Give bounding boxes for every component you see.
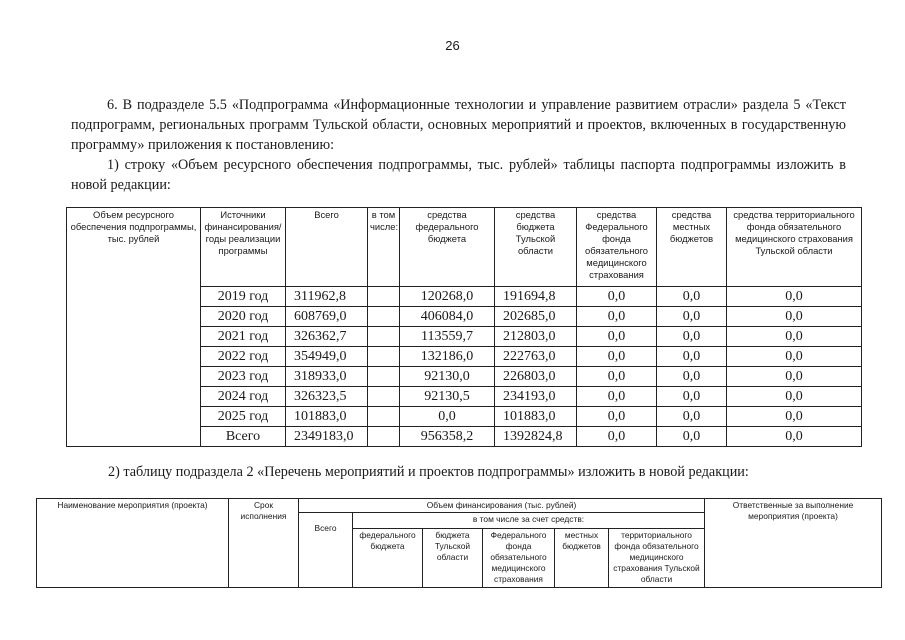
measures-table — [36, 498, 882, 588]
federal-cell: 120268,0 — [400, 287, 495, 307]
federal-cell: 956358,2 — [400, 427, 495, 447]
resource-table — [66, 207, 862, 447]
total-cell: 318933,0 — [286, 367, 368, 387]
total-cell: 354949,0 — [286, 347, 368, 367]
including-cell — [368, 347, 400, 367]
col-federal: средства федерального бюджета — [400, 208, 495, 287]
tfoms-cell: 0,0 — [727, 307, 862, 327]
tfoms-cell: 0,0 — [727, 427, 862, 447]
local-cell: 0,0 — [657, 347, 727, 367]
local-cell: 0,0 — [657, 307, 727, 327]
col-total: Всего — [286, 208, 368, 287]
ffoms-cell: 0,0 — [577, 387, 657, 407]
term-header: Срок исполнения — [229, 499, 299, 588]
total-cell: 311962,8 — [286, 287, 368, 307]
including-cell — [368, 387, 400, 407]
local-header: местных бюджетов — [555, 529, 609, 588]
tfoms-cell: 0,0 — [727, 407, 862, 427]
including-cell — [368, 407, 400, 427]
regional-cell: 101883,0 — [495, 407, 577, 427]
local-cell: 0,0 — [657, 427, 727, 447]
federal-cell: 406084,0 — [400, 307, 495, 327]
page-number: 26 — [445, 38, 460, 53]
paragraph-section-6: 6. В подразделе 5.5 «Подпрограмма «Информационные технологии и управление развитием отрасли» раздела 5 «Текст подпрограмм, региональных программ Тульской области, основных мероприятий и проектов, включенных в государственную программу» приложения к постановлению: — [71, 97, 846, 153]
tfoms-cell: 0,0 — [727, 327, 862, 347]
col-local: средства местных бюджетов — [657, 208, 727, 287]
regional-header: бюджета Тульской области — [423, 529, 483, 588]
total-header: Всего — [299, 513, 353, 588]
col-regional: средства бюджета Тульской области — [495, 208, 577, 287]
total-cell: 326362,7 — [286, 327, 368, 347]
regional-cell: 191694,8 — [495, 287, 577, 307]
responsible-header: Ответственные за выполнение мероприятия (проекта) — [705, 499, 882, 588]
paragraph-item-1: 1) строку «Объем ресурсного обеспечения подпрограммы, тыс. рублей» таблицы паспорта подпрограммы изложить в новой редакции: — [71, 157, 846, 193]
paragraph-item-2: 2) таблицу подраздела 2 «Перечень мероприятий и проектов подпрограммы» изложить в новой редакции: — [108, 464, 749, 480]
funding-header: Объем финансирования (тыс. рублей) — [299, 499, 705, 513]
federal-cell: 92130,0 — [400, 367, 495, 387]
local-cell: 0,0 — [657, 387, 727, 407]
col-tfoms: средства территориального фонда обязательного медицинского страхования Тульской области — [727, 208, 862, 287]
total-cell: 2349183,0 — [286, 427, 368, 447]
local-cell: 0,0 — [657, 367, 727, 387]
tfoms-header: территориального фонда обязательного медицинского страхования Тульской области — [609, 529, 705, 588]
regional-cell: 226803,0 — [495, 367, 577, 387]
ffoms-cell: 0,0 — [577, 287, 657, 307]
regional-cell: 1392824,8 — [495, 427, 577, 447]
federal-cell: 113559,7 — [400, 327, 495, 347]
regional-cell: 212803,0 — [495, 327, 577, 347]
total-cell: 101883,0 — [286, 407, 368, 427]
ffoms-cell: 0,0 — [577, 407, 657, 427]
local-cell: 0,0 — [657, 287, 727, 307]
col-including: в том числе: — [368, 208, 400, 287]
ffoms-header: Федерального фонда обязательного медицинского страхования — [483, 529, 555, 588]
including-cell — [368, 287, 400, 307]
col-ffoms: средства Федерального фонда обязательного медицинского страхования — [577, 208, 657, 287]
tfoms-cell: 0,0 — [727, 347, 862, 367]
year-cell: Всего — [201, 427, 286, 447]
total-cell: 608769,0 — [286, 307, 368, 327]
year-cell: 2024 год — [201, 387, 286, 407]
federal-cell: 0,0 — [400, 407, 495, 427]
resource-table-header — [67, 208, 862, 287]
federal-cell: 92130,5 — [400, 387, 495, 407]
ffoms-cell: 0,0 — [577, 427, 657, 447]
including-header: в том числе за счет средств: — [353, 513, 705, 529]
col-sources: Источники финансирования/ годы реализации программы — [201, 208, 286, 287]
total-cell: 326323,5 — [286, 387, 368, 407]
year-cell: 2021 год — [201, 327, 286, 347]
local-cell: 0,0 — [657, 407, 727, 427]
measure-name-header: Наименование мероприятия (проекта) — [37, 499, 229, 588]
year-cell: 2020 год — [201, 307, 286, 327]
regional-cell: 222763,0 — [495, 347, 577, 367]
year-cell: 2023 год — [201, 367, 286, 387]
federal-header: федерального бюджета — [353, 529, 423, 588]
including-cell — [368, 307, 400, 327]
row-header: Объем ресурсного обеспечения подпрограммы, тыс. рублей — [67, 208, 201, 447]
ffoms-cell: 0,0 — [577, 327, 657, 347]
ffoms-cell: 0,0 — [577, 347, 657, 367]
including-cell — [368, 327, 400, 347]
including-cell — [368, 427, 400, 447]
federal-cell: 132186,0 — [400, 347, 495, 367]
regional-cell: 234193,0 — [495, 387, 577, 407]
year-cell: 2025 год — [201, 407, 286, 427]
tfoms-cell: 0,0 — [727, 367, 862, 387]
including-cell — [368, 367, 400, 387]
ffoms-cell: 0,0 — [577, 367, 657, 387]
ffoms-cell: 0,0 — [577, 307, 657, 327]
tfoms-cell: 0,0 — [727, 287, 862, 307]
year-cell: 2019 год — [201, 287, 286, 307]
year-cell: 2022 год — [201, 347, 286, 367]
regional-cell: 202685,0 — [495, 307, 577, 327]
local-cell: 0,0 — [657, 327, 727, 347]
tfoms-cell: 0,0 — [727, 387, 862, 407]
